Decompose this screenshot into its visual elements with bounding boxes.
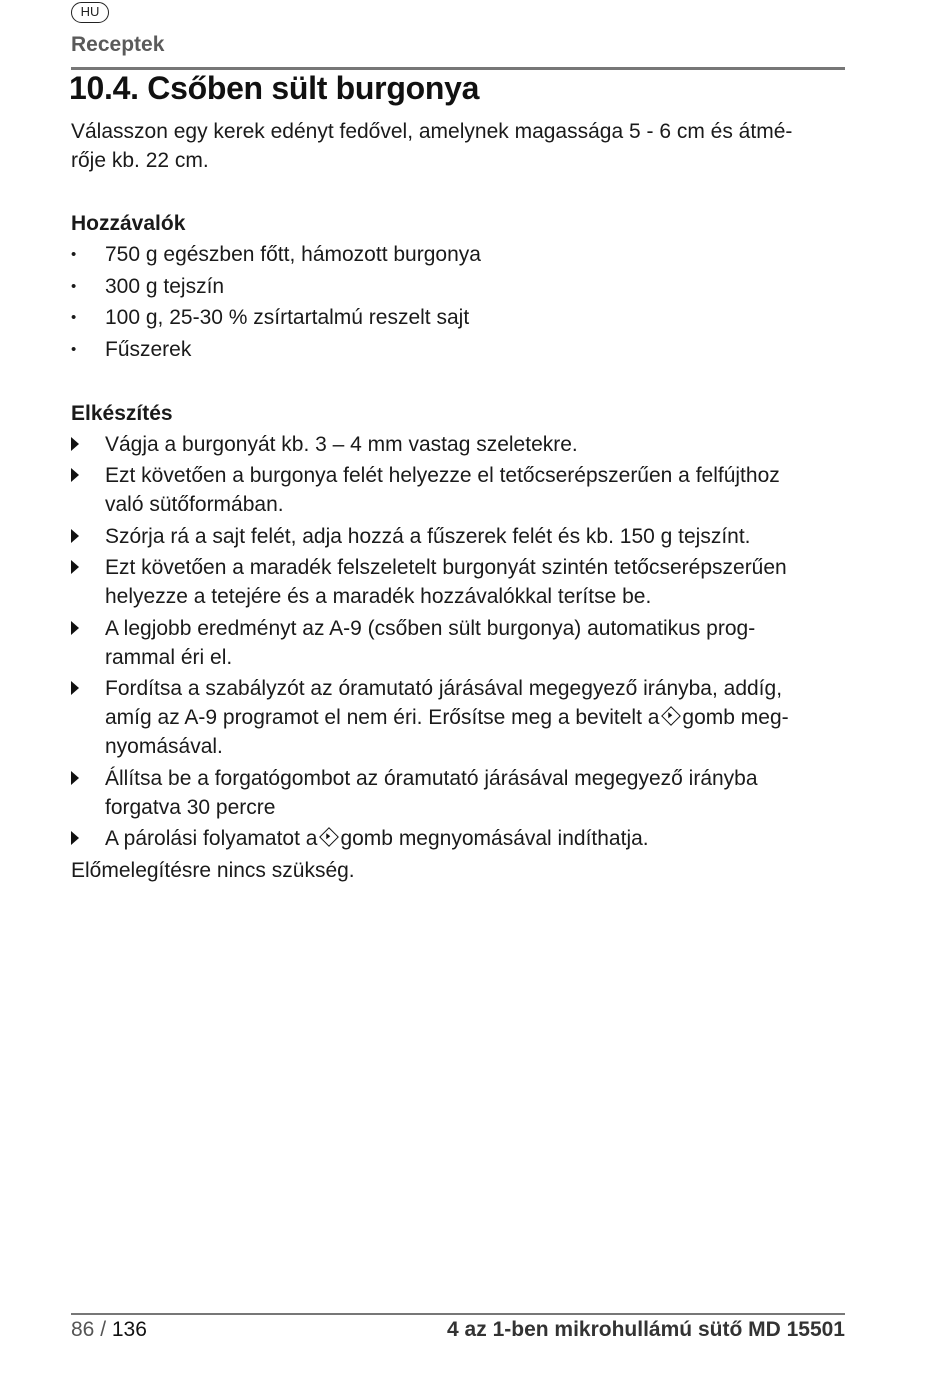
triangle-bullet-icon — [71, 437, 79, 451]
triangle-bullet-icon — [71, 681, 79, 695]
step-text: gomb meg- — [682, 706, 789, 729]
step-text: amíg az A-9 programot el nem éri. Erősítse meg a bevitelt a — [105, 706, 660, 729]
step-item — [71, 461, 851, 519]
step-text: Fordítsa a szabályzót az óramutató járásával megegyező irányba, addíg, — [105, 677, 783, 700]
start-button-icon — [662, 706, 682, 726]
ingredients-heading: Hozzávalók — [71, 212, 186, 235]
intro-line: Válasszon egy kerek edényt fedővel, amelynek magassága 5 - 6 cm és átmé- — [71, 120, 793, 143]
step-text: nyomásával. — [105, 735, 223, 758]
page-separator: / — [94, 1318, 112, 1341]
step-item — [71, 674, 851, 761]
page-total: 136 — [111, 1318, 147, 1341]
step-text: Ezt követően a maradék felszeletelt burgonyát szintén tetőcserépszerűen — [105, 556, 787, 579]
page-current: 86 — [71, 1318, 95, 1341]
step-text: való sütőformában. — [105, 493, 284, 516]
step-item — [71, 614, 851, 672]
triangle-bullet-icon — [71, 468, 79, 482]
product-name: 4 az 1-ben mikrohullámú sütő MD 15501 — [447, 1318, 845, 1341]
preheat-note: Előmelegítésre nincs szükség. — [71, 858, 355, 882]
triangle-bullet-icon — [71, 771, 79, 785]
triangle-bullet-icon — [71, 560, 79, 574]
step-text: gomb megnyomásával indíthatja. — [340, 827, 649, 850]
ingredient-item: • 750 g egészben főtt, hámozott burgonya — [71, 240, 851, 269]
step-item — [71, 764, 851, 822]
step-item — [71, 522, 851, 551]
step-text-line — [105, 824, 851, 853]
triangle-bullet-icon — [71, 831, 79, 845]
ingredients-list — [71, 240, 851, 364]
preparation-steps — [71, 430, 851, 854]
step-text-line — [105, 703, 851, 732]
section-label: Receptek — [71, 33, 165, 56]
page-title: 10.4. Csőben sült burgonya — [69, 70, 480, 106]
step-item — [71, 553, 851, 611]
step-text: Vágja a burgonyát kb. 3 – 4 mm vastag szeletekre. — [105, 432, 578, 456]
ingredient-item: • Fűszerek — [71, 335, 851, 364]
ingredient-item: • 100 g, 25-30 % zsírtartalmú reszelt sajt — [71, 303, 851, 332]
step-item — [71, 824, 851, 853]
ingredient-item: • 300 g tejszín — [71, 272, 851, 301]
step-text: A legjobb eredményt az A-9 (csőben sült burgonya) automatikus prog- — [105, 616, 756, 640]
step-text: Szórja rá a sajt felét, adja hozzá a fűszerek felét és kb. 150 g tejszínt. — [105, 524, 751, 548]
step-text: Ezt követően a burgonya felét helyezze el tetőcserépszerűen a felfújthoz — [105, 464, 780, 487]
step-text: rammal éri el. — [105, 645, 233, 669]
step-text: helyezze a tetejére és a maradék hozzávalókkal terítse be. — [105, 585, 652, 608]
step-text: Állítsa be a forgatógombot az óramutató járásával megegyező irányba — [105, 766, 758, 790]
step-text: forgatva 30 percre — [105, 795, 276, 819]
footer-divider — [71, 1313, 845, 1315]
intro-paragraph — [71, 117, 851, 175]
intro-line: rője kb. 22 cm. — [71, 149, 209, 172]
preparation-heading: Elkészítés — [71, 401, 173, 425]
page-number — [71, 1318, 147, 1342]
triangle-bullet-icon — [71, 621, 79, 635]
step-item — [71, 430, 851, 459]
language-badge: HU — [71, 2, 109, 23]
step-text: A párolási folyamatot a — [105, 827, 318, 850]
recipe-body — [71, 117, 851, 885]
start-button-icon — [320, 827, 340, 847]
triangle-bullet-icon — [71, 529, 79, 543]
